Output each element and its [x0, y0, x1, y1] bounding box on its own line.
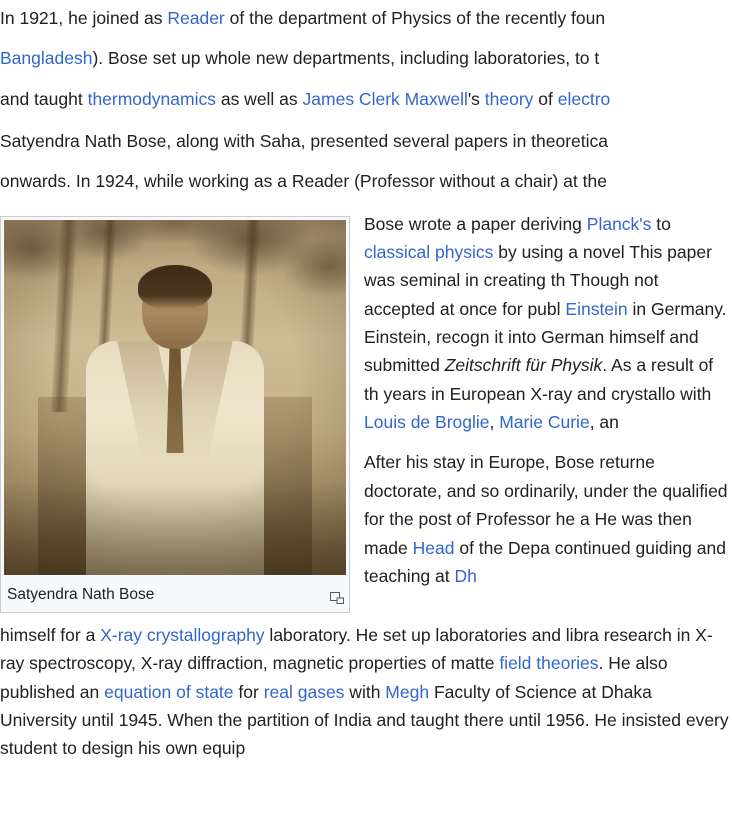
text-run: onwards. In 1924, while working as a Reader (Professor without a chair) at the: [0, 171, 607, 192]
photo-vignette: [4, 220, 346, 575]
text-run: in Germany. Einstein, recogn: [364, 298, 727, 348]
text-run: it into German himself and submitted: [364, 327, 699, 376]
text-run: qualified for the post of Professor he a: [364, 480, 728, 530]
wiki-link[interactable]: theory: [484, 88, 534, 109]
text-run: Faculty of Science at Dhaka University until 1945. When the partition of India: [0, 681, 652, 730]
text-run: laboratory. He set up laboratories and libra: [264, 624, 599, 645]
wiki-link[interactable]: equation of state: [104, 681, 234, 702]
wiki-link[interactable]: Dh: [454, 565, 477, 586]
wiki-link[interactable]: Louis de Broglie: [364, 412, 490, 433]
wiki-link[interactable]: field theories: [499, 653, 599, 674]
wiki-link[interactable]: thermodynamics: [87, 88, 216, 109]
paragraph-3: [0, 85, 732, 113]
paragraph-5: [0, 167, 732, 195]
text-run: of the Depa: [454, 537, 550, 558]
text-run: as well as: [215, 88, 303, 109]
wiki-link[interactable]: Reader: [167, 8, 225, 28]
enlarge-icon[interactable]: [330, 592, 344, 604]
text-run: Though not accepted at once for publ: [364, 270, 659, 319]
text-run: 's: [467, 88, 485, 109]
wiki-link[interactable]: Marie Curie: [499, 412, 590, 433]
text-run: In 1921, he joined as: [0, 8, 168, 28]
text-run: Bose wrote a paper deriving: [364, 213, 587, 234]
text-run: with: [344, 681, 386, 702]
text-run: . As a result of th: [364, 355, 714, 404]
figure-caption-text: Satyendra Nath Bose: [7, 585, 155, 603]
text-run: , an: [589, 412, 619, 433]
figure-thumbnail[interactable]: [0, 216, 350, 613]
wiki-link[interactable]: Planck's: [586, 213, 652, 234]
text-run: He was then made: [364, 509, 692, 558]
text-run: . He also published an: [0, 653, 668, 702]
text-run: and taught: [0, 88, 88, 109]
thumbnail-inner: [1, 217, 349, 578]
wiki-link[interactable]: real gases: [263, 681, 345, 702]
portrait-image[interactable]: [4, 220, 346, 575]
text-run: research in X-ray spectroscopy, X-ray diffraction, magnetic properties of matte: [0, 624, 713, 674]
wiki-link[interactable]: X-ray crystallography: [100, 624, 265, 645]
wiki-link[interactable]: Einstein: [565, 298, 628, 319]
text-run: to: [656, 213, 671, 234]
text-run: with: [680, 383, 712, 404]
wiki-link[interactable]: Head: [412, 537, 455, 558]
italic-title: Zeitschrift für Physik: [444, 355, 603, 376]
text-run: This paper was seminal in creating th: [364, 242, 712, 291]
wiki-link[interactable]: classical physics: [364, 242, 494, 263]
text-run: Satyendra Nath Bose, along with Saha, presented several papers in theoretica: [0, 131, 609, 152]
text-run: ). Bose set up whole new departments, including laboratories, to t: [92, 48, 600, 69]
wiki-link[interactable]: Bangladesh: [0, 48, 93, 69]
text-run: continued guiding and teaching at: [364, 537, 726, 586]
text-run: himself for a: [0, 624, 101, 645]
text-run: by using a novel: [493, 242, 630, 263]
figure-caption: [1, 578, 349, 612]
paragraph-4: [0, 127, 732, 155]
bottom-paragraph: [0, 621, 732, 763]
text-run: of: [533, 88, 558, 109]
text-run: doctorate, and so ordinarily, under the: [364, 480, 658, 501]
paragraph-2: [0, 44, 732, 72]
text-run: and taught there until 1956. He insisted every student to design his own equip: [0, 710, 729, 759]
text-run: After his stay in Europe, Bose returne: [364, 452, 655, 473]
text-run: for: [233, 681, 264, 702]
wiki-link[interactable]: James Clerk Maxwell: [302, 88, 468, 109]
paragraph-1: [0, 4, 732, 32]
wiki-link[interactable]: Megh: [385, 681, 430, 702]
text-run: years in European X-ray and crystallo: [383, 383, 676, 404]
wiki-link[interactable]: electro: [557, 88, 611, 109]
text-run: of the department of Physics of the recently foun: [224, 8, 606, 28]
text-run: ,: [489, 412, 500, 433]
